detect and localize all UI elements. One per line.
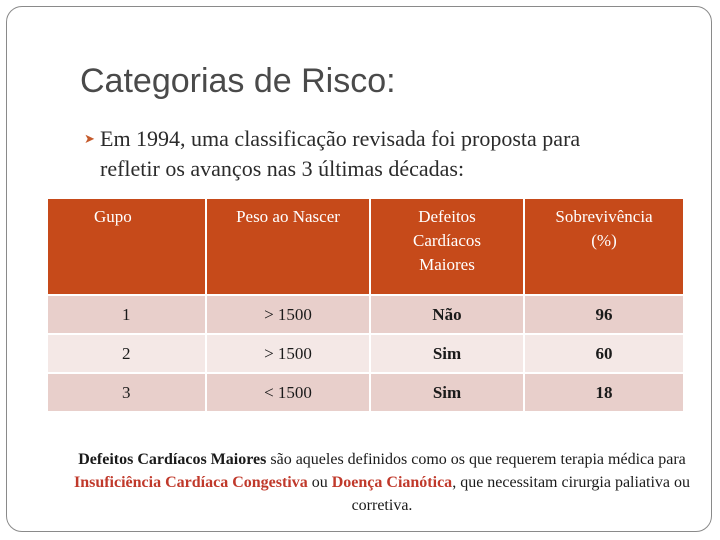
header-defects-line-3: Maiores bbox=[419, 255, 475, 274]
cell-survival: 18 bbox=[524, 373, 683, 411]
cell-weight: > 1500 bbox=[206, 334, 370, 373]
risk-table bbox=[48, 199, 683, 411]
cell-defects: Sim bbox=[370, 373, 524, 411]
table-header-row bbox=[48, 199, 683, 295]
note-text-a: são aqueles definidos como os que requerem terapia médica para bbox=[266, 451, 686, 468]
table-row bbox=[48, 295, 683, 334]
cell-defects: Não bbox=[370, 295, 524, 334]
header-defects-line-2: Cardíacos bbox=[413, 231, 481, 250]
header-defects bbox=[370, 199, 524, 295]
cell-group: 1 bbox=[48, 295, 206, 334]
footnote bbox=[72, 448, 692, 517]
note-text-c: , que necessitam cirurgia paliativa ou corretiva. bbox=[351, 474, 691, 514]
header-defects-line-1: Defeitos bbox=[418, 207, 476, 226]
header-survival-line-1: Sobrevivência bbox=[555, 207, 653, 226]
cell-weight: < 1500 bbox=[206, 373, 370, 411]
cell-group: 3 bbox=[48, 373, 206, 411]
table-row bbox=[48, 373, 683, 411]
slide-title: Categorias de Risco: bbox=[80, 62, 396, 100]
cell-group: 2 bbox=[48, 334, 206, 373]
table-row bbox=[48, 334, 683, 373]
header-survival-line-2: (%) bbox=[591, 231, 617, 250]
header-survival bbox=[524, 199, 683, 295]
note-term-major-defects: Defeitos Cardíacos Maiores bbox=[78, 451, 267, 468]
note-term-cyanotic: Doença Cianótica bbox=[331, 474, 453, 491]
cell-weight: > 1500 bbox=[206, 295, 370, 334]
bullet-line-1: Em 1994, uma classificação revisada foi proposta para bbox=[100, 126, 581, 151]
header-group: Gupo bbox=[48, 199, 206, 295]
bullet-line-2: refletir os avanços nas 3 últimas décadas: bbox=[100, 156, 465, 181]
header-weight: Peso ao Nascer bbox=[206, 199, 370, 295]
cell-survival: 96 bbox=[524, 295, 683, 334]
cell-defects: Sim bbox=[370, 334, 524, 373]
note-term-chf: Insuficiência Cardíaca Congestiva bbox=[73, 474, 308, 491]
cell-survival: 60 bbox=[524, 334, 683, 373]
note-text-b: ou bbox=[307, 474, 332, 491]
bullet-paragraph bbox=[84, 124, 694, 184]
bullet-arrow-icon: ➤ bbox=[84, 131, 95, 146]
